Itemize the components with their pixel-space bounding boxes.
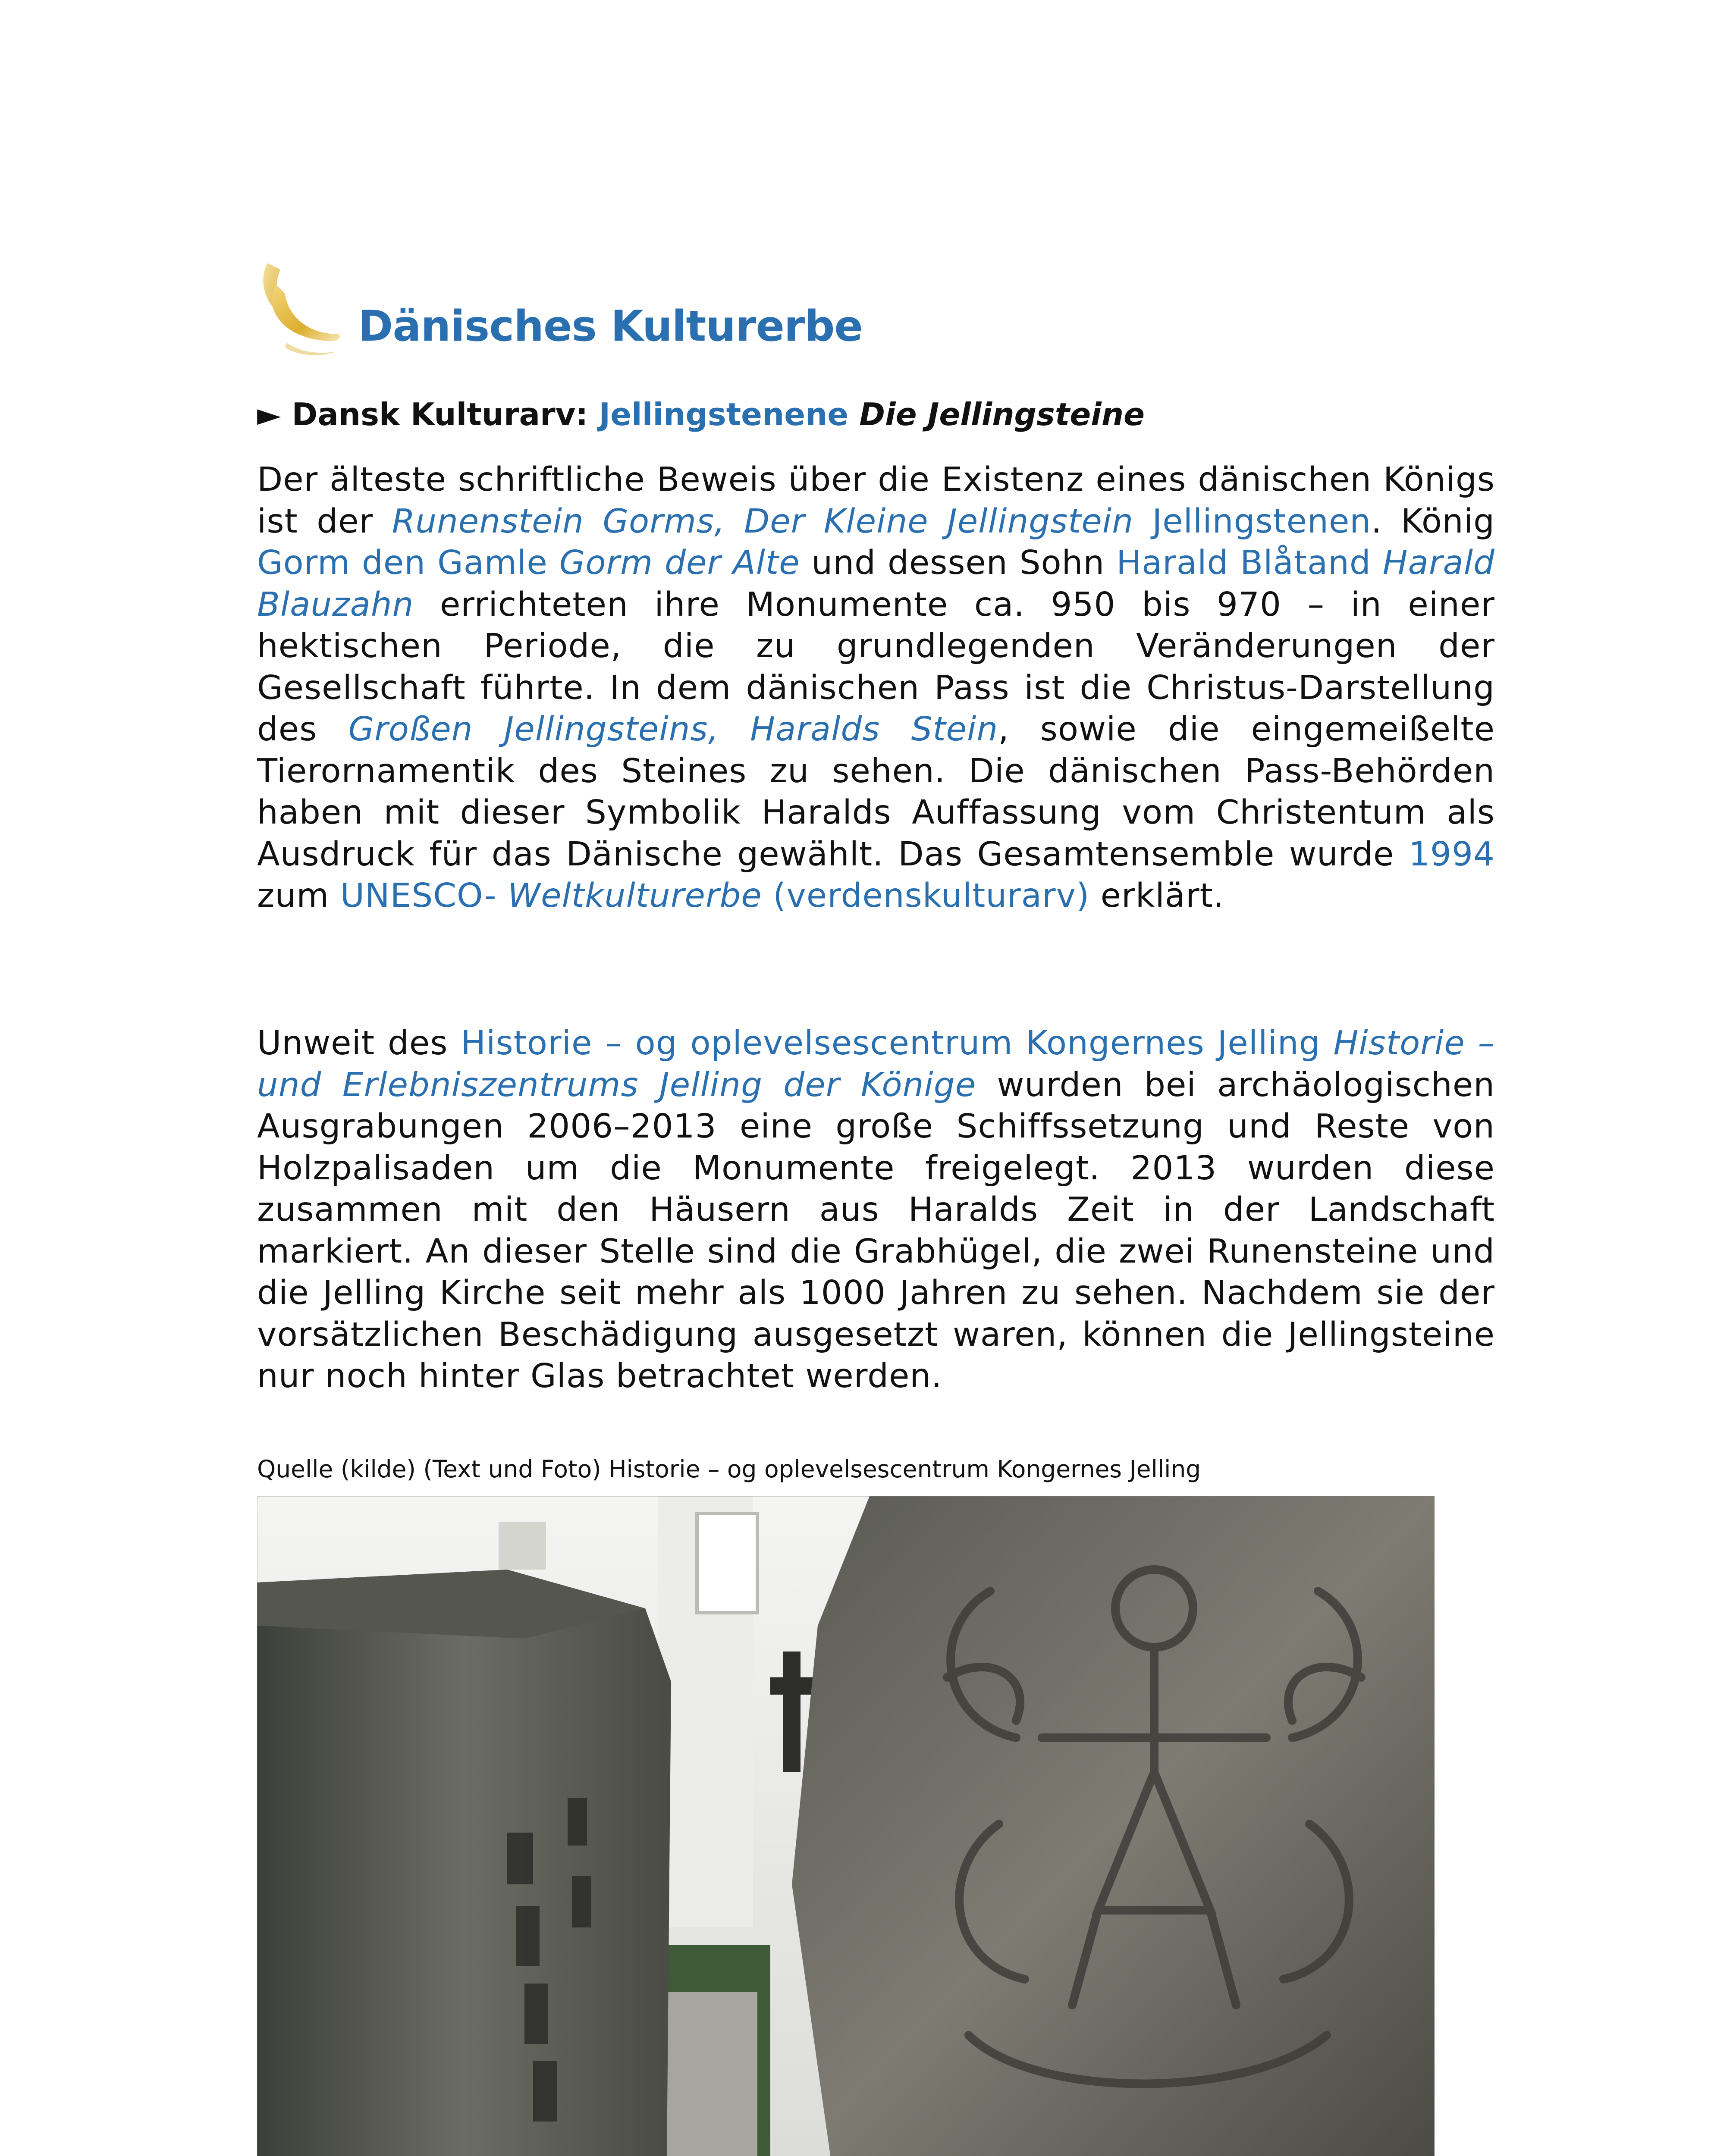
link-grossen-jellingsteins[interactable]: Großen Jellingsteins, Haralds Stein xyxy=(348,710,998,749)
link-gorm-den-gamle[interactable]: Gorm den Gamle xyxy=(257,544,548,582)
golden-swirl-icon xyxy=(250,254,349,362)
text-span: errichteten ihre Monumente ca. 950 bis 970 – in einer hektischen Periode, die zu grundlegenden Veränderungen der Gesellschaft führte. In dem dänischen Pass ist die Christus-Darstellung des xyxy=(257,585,1495,749)
text-span: und dessen Sohn xyxy=(800,544,1117,582)
text-span: wurden bei archäologischen Ausgrabungen 2006–2013 eine große Schiffssetzung und Reste von Holzpalisaden um die Monumente freigelegt. 2013 wurden diese zusammen mit den Häusern aus Haralds Zeit in der Landschaft markiert. An dieser Stelle sind die Grabhügel, die zwei Runensteine und die Jelling Kirche seit mehr als 1000 Jahren zu sehen. Nachdem sie der vorsätzlichen Beschädigung ausgesetzt waren, können die Jellingsteine nur noch hinter Glas betrachtet werden. xyxy=(257,1065,1495,1395)
source-caption: Quelle (kilde) (Text und Foto) Historie – og oplevelsescentrum Kongernes Jelling xyxy=(257,1455,1201,1483)
subtitle-german-term: Die Jellingsteine xyxy=(859,396,1145,432)
link-erlebniszentrum[interactable]: Historie – und Erlebniszentrums Jelling der Könige xyxy=(257,1024,1495,1104)
paragraph-1 xyxy=(257,459,1495,917)
link-kongernes-jelling[interactable]: Historie – og oplevelsescentrum Kongernes Jelling xyxy=(461,1024,1321,1062)
text-span: , sowie die eingemeißelte Tierornamentik des Steines zu sehen. Die dänischen Pass-Behörden haben mit dieser Symbolik Haralds Auffassung vom Christentum als Ausdruck für das Dänische gewählt. Das Gesamtensemble wurde xyxy=(257,710,1495,874)
arrow-marker-icon: ► xyxy=(257,396,281,432)
link-harald-blatand[interactable]: Harald Blåtand xyxy=(1116,544,1371,582)
text-span xyxy=(548,544,559,582)
runestones-illustration xyxy=(257,1496,1435,2156)
link-verdenskulturarv[interactable]: (verdenskulturarv) xyxy=(773,877,1090,915)
subtitle-danish-term: Jellingstenene xyxy=(599,396,849,432)
text-span: zum xyxy=(257,877,340,915)
section-subtitle xyxy=(257,396,1145,432)
subtitle-prefix: Dansk Kulturarv: xyxy=(292,396,588,432)
text-span: . König xyxy=(1371,502,1495,541)
text-span: Der älteste schriftliche Beweis über die Existenz eines dänischen Königs ist der xyxy=(257,461,1495,541)
link-weltkulturerbe[interactable]: Weltkulturerbe xyxy=(507,877,762,915)
text-span: erklärt. xyxy=(1089,877,1224,915)
text-span xyxy=(497,877,508,915)
link-gorm-der-alte[interactable]: Gorm der Alte xyxy=(559,544,800,582)
text-span xyxy=(1321,1024,1334,1062)
runestones-photo xyxy=(257,1496,1435,2156)
text-span xyxy=(1371,544,1383,582)
text-span xyxy=(762,877,773,915)
page-title: Dänisches Kulturerbe xyxy=(358,302,863,351)
link-1994[interactable]: 1994 xyxy=(1409,835,1495,874)
paragraph-2 xyxy=(257,1023,1495,1398)
link-runenstein[interactable]: Runenstein Gorms, Der Kleine Jellingstein xyxy=(392,502,1133,541)
link-unesco[interactable]: UNESCO- xyxy=(340,877,497,915)
link-jellingstenen[interactable]: Jellingstenen xyxy=(1133,502,1372,541)
text-span: Unweit des xyxy=(257,1024,461,1062)
link-harald-blauzahn[interactable]: Harald Blauzahn xyxy=(257,544,1495,624)
